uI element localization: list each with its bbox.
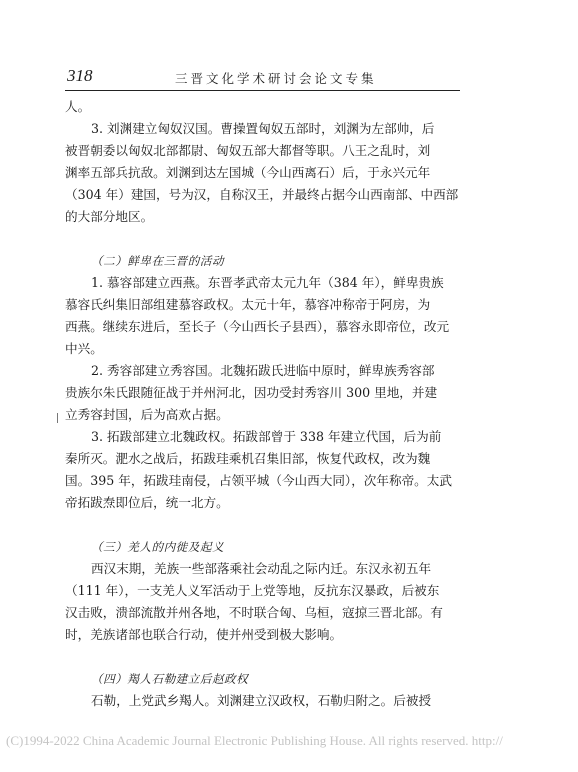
- paragraph-line: 西汉末期，羌族一些部落乘社会动乱之际内迁。东汉永初五年: [91, 561, 432, 576]
- section-heading: （三）羌人的内徙及起义: [91, 540, 225, 554]
- paragraph-line: 人。: [65, 99, 91, 114]
- copyright-footer: (C)1994-2022 China Academic Journal Electronic Publishing House. All rights reserved. http://: [6, 733, 503, 748]
- paragraph-line: 慕容氏纠集旧部组建慕容政权。太元十年，慕容冲称帝于阿房，为: [65, 297, 431, 312]
- paragraph-line: 2. 秀容部建立秀容国。北魏拓跋氏进临中原时，鲜卑族秀容部: [91, 363, 435, 378]
- paragraph-line: 帝拓跋焘即位后，统一北方。: [65, 495, 229, 510]
- paragraph-line: （111 年），一支羌人义军活动于上党等地，反抗东汉暴政，后被东: [65, 583, 440, 598]
- page-header: [65, 60, 460, 91]
- section-gap: [65, 646, 460, 668]
- section-gap: [65, 514, 460, 536]
- paragraph-line: 渊率五部兵抗敌。刘渊到达左国城（今山西离石）后，于永兴元年: [65, 165, 431, 180]
- paragraph-line: 国。395 年，拓跋珪南侵，占领平城（今山西大同），次年称帝。太武: [65, 473, 452, 488]
- paragraph-line: 3. 刘渊建立匈奴汉国。曹操置匈奴五部时，刘渊为左部帅，后: [91, 121, 435, 136]
- paragraph-line: 的大部分地区。: [65, 209, 154, 224]
- paragraph-line: 汉击败，溃部流散并州各地，不时联合匈、乌桓，寇掠三晋北部。有: [65, 605, 443, 620]
- paragraph-line: 被晋朝委以匈奴北部都尉、匈奴五部大都督等职。八王之乱时，刘: [65, 143, 431, 158]
- paragraph-line: 秦所灭。淝水之战后，拓跋珪乘机召集旧部，恢复代政权，改为魏: [65, 451, 431, 466]
- paragraph-line: 石勒，上党武乡羯人。刘渊建立汉政权，石勒归附之。后被授: [91, 693, 432, 708]
- body-text: [65, 96, 460, 712]
- section-heading: （四）羯人石勒建立后赵政权: [91, 672, 249, 686]
- journal-title: 三晋文化学术研讨会论文专集: [175, 71, 377, 86]
- section-gap: [65, 228, 460, 250]
- paragraph-line: 中兴。: [65, 341, 103, 356]
- page-number: 318: [67, 66, 93, 85]
- paragraph-line: 立秀容封国，后为高欢占据。: [65, 407, 229, 422]
- paragraph-line: 时，羌族诸部也联合行动，使并州受到极大影响。: [65, 627, 343, 642]
- paragraph-line: （304 年）建国，号为汉，自称汉王，并最终占据今山西南部、中西部: [65, 187, 459, 202]
- paragraph-line: 1. 慕容部建立西燕。东晋孝武帝太元九年（384 年），鲜卑贵族: [91, 275, 444, 290]
- margin-mark: [57, 413, 58, 423]
- paragraph-line: 3. 拓跋部建立北魏政权。拓跋部曾于 338 年建立代国，后为前: [91, 429, 442, 444]
- section-heading: （二）鲜卑在三晋的活动: [91, 254, 225, 268]
- paragraph-line: 贵族尔朱氏跟随征战于并州河北，因功受封秀容川 300 里地，并建: [65, 385, 438, 400]
- paragraph-line: 西燕。继续东进后，至长子（今山西长子县西），慕容永即帝位，改元: [65, 319, 450, 334]
